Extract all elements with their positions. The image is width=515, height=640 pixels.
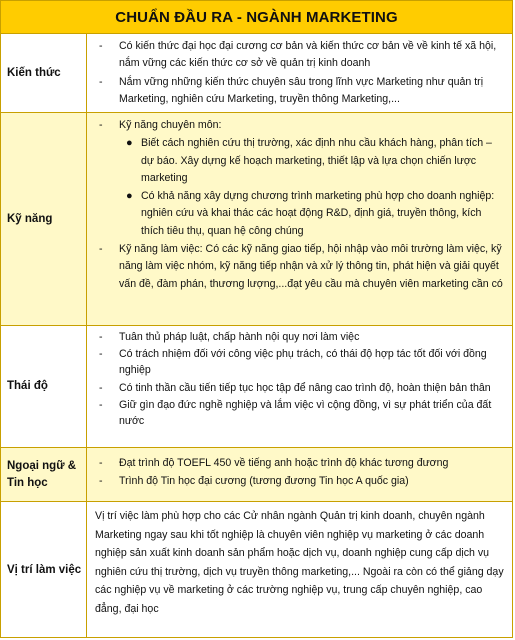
sub-list-item	[119, 135, 506, 187]
row-label-language-it: Ngoại ngữ & Tin học	[1, 448, 87, 501]
list-item	[99, 329, 506, 345]
list-item-text: Trình độ Tin học đại cương (tương đương Tin học A quốc gia)	[119, 475, 409, 488]
bullet-marker: ●	[126, 137, 133, 150]
list-item	[99, 38, 506, 73]
dash-marker: -	[99, 348, 103, 361]
table-title: CHUẨN ĐẦU RA - NGÀNH MARKETING	[1, 1, 512, 34]
list-item-text: Có kiến thức đại học đại cương cơ bản và kiến thức cơ bản về về kinh tế xã hội, nắm vững các kiến thức cơ sở về quản trị kinh doanh	[119, 40, 497, 70]
dash-marker: -	[99, 40, 103, 52]
list-item	[99, 380, 506, 396]
row-label-knowledge: Kiến thức	[1, 34, 87, 112]
sub-list-item-text: Biết cách nghiên cứu thị trường, xác định nhu cầu khách hàng, phân tích – dự báo. Xây dựng kế hoạch marketing, thiết lập và lựa chọn chiến lược marketing	[141, 137, 492, 184]
list-item	[99, 117, 506, 134]
row-label-job-position: Vị trí làm việc	[1, 502, 87, 638]
dash-marker: -	[99, 119, 103, 131]
list-item	[99, 74, 506, 109]
list-item-text: Kỹ năng làm việc: Có các kỹ năng giao tiếp, hội nhập vào môi trường làm việc, kỹ năng làm việc nhóm, kỹ năng tiếp nhận và xử lý thông tin, phát hiện và giải quyết vấn đề, đàm phán, thương lượng,...đạt yêu cầu mà chuyên viên marketing cần có	[119, 243, 503, 290]
row-content-language-it	[87, 448, 512, 501]
row-attitude	[1, 326, 512, 448]
bullet-marker: ●	[126, 190, 133, 203]
list-item	[99, 473, 506, 490]
row-content-attitude	[87, 326, 512, 447]
row-knowledge	[1, 34, 512, 113]
row-content-job-position	[87, 502, 512, 638]
row-label-attitude: Thái độ	[1, 326, 87, 447]
list-item-text: Kỹ năng chuyên môn:	[119, 119, 222, 131]
sub-list-item	[119, 188, 506, 240]
row-job-position	[1, 502, 512, 638]
row-label-skills: Kỹ năng	[1, 113, 87, 325]
list-item-text: Giữ gìn đạo đức nghề nghiệp và lắm việc vì cộng đồng, vì sự phát triển của đất nước	[119, 398, 492, 428]
row-skills	[1, 113, 512, 326]
list-item-text: Có tinh thần cầu tiến tiếp tục học tập để nâng cao trình độ, hoàn thiện bản thân	[119, 381, 491, 394]
dash-marker: -	[99, 398, 103, 411]
job-position-paragraph: Vị trí việc làm phù hợp cho các Cử nhân ngành Quản trị kinh doanh, chuyên ngành Marketing ngay sau khi tốt nghiệp là chuyên viên nghiệp vụ marketing ở các doanh nghiệp sản xuất kinh doanh sản phẩm hoặc dịch vụ, doanh nghiệp cung cấp dịch vụ nghiên cứu thị trường, dịch vụ truyền thông marketing,... Ngoài ra còn có thể giảng dạy các nghiệp vụ về marketing ở các trường nghiệp vụ, trung cấp chuyên nghiệp, cao đẳng, đại học	[95, 510, 504, 615]
row-language-it	[1, 448, 512, 502]
dash-marker: -	[99, 243, 103, 256]
list-item-text: Có trách nhiệm đối với công việc phụ trách, có thái độ hợp tác tốt đối với đồng nghiệp	[119, 348, 487, 377]
row-content-knowledge	[87, 34, 512, 112]
dash-marker: -	[99, 475, 103, 488]
list-item-text: Nắm vững những kiến thức chuyên sâu trong lĩnh vực Marketing như quản trị Marketing, nghiên cứu Marketing, truyền thông Marketing,...	[119, 75, 484, 105]
list-item	[99, 346, 506, 378]
list-item-text: Tuân thủ pháp luật, chấp hành nội quy nơi làm việc	[119, 331, 360, 343]
list-item-text: Đạt trình độ TOEFL 450 về tiếng anh hoặc trình độ khác tương đương	[119, 457, 449, 469]
list-item	[99, 241, 506, 293]
dash-marker: -	[99, 457, 103, 469]
list-item	[99, 455, 506, 472]
list-item	[99, 397, 506, 429]
dash-marker: -	[99, 381, 103, 394]
dash-marker: -	[99, 75, 103, 88]
row-content-skills	[87, 113, 512, 325]
dash-marker: -	[99, 331, 103, 343]
sub-list-item-text: Có khả năng xây dựng chương trình marketing phù hợp cho doanh nghiệp: nghiên cứu và khai thác các hoạt động R&D, định giá, truyền thông, kích thích tiêu thụ, quan hệ công chúng	[141, 190, 495, 237]
